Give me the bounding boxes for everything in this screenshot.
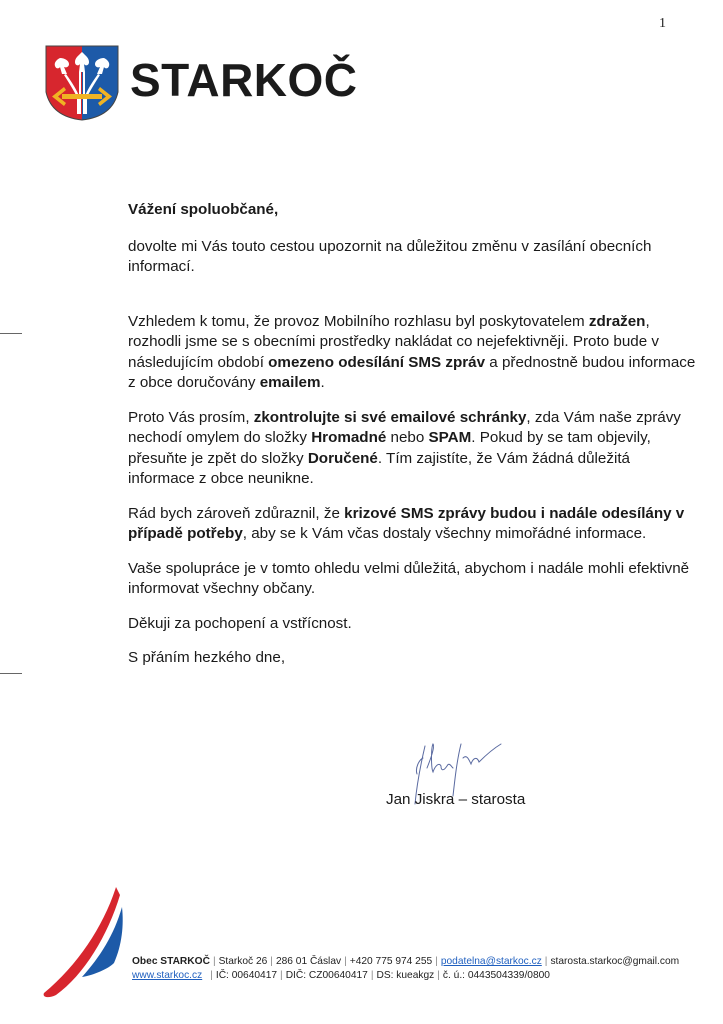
org-name: Obec STARKOČ xyxy=(132,956,210,967)
body-text: . Pokud by se tam objevily, přesuňte je zpět do složky xyxy=(128,429,651,467)
emphasis-text: krizové SMS zprávy budou i nadále odesílány v případě potřeby xyxy=(128,504,685,542)
fold-mark xyxy=(0,673,22,674)
page-number: 1 xyxy=(659,16,666,31)
paragraph-thanks xyxy=(128,614,698,635)
paragraph-check-email xyxy=(128,408,698,490)
emphasis-text: emailem xyxy=(259,374,321,391)
website-link[interactable]: www.starkoc.cz xyxy=(132,970,203,981)
emphasis-text: zdražen xyxy=(588,312,646,330)
body-text: . xyxy=(320,374,325,391)
postal-city: 286 01 Čáslav xyxy=(275,956,342,967)
emphasis-text: omezeno odesílání SMS zpráv xyxy=(268,353,486,371)
ic-number: IČ: 00640417 xyxy=(215,970,278,981)
emphasis-text: Hromadné xyxy=(311,429,387,446)
body-text: a přednostně budou informace z obce doručovány xyxy=(128,353,696,391)
body-text: Děkuji za pochopení a vstřícnost. xyxy=(128,614,352,632)
body-text: Rád bych zároveň zdůraznil, že xyxy=(128,504,345,522)
signer-name: Jan Jiskra – starosta xyxy=(386,791,526,808)
body-text: , zda Vám naše zprávy nechodí omylem do složky xyxy=(128,408,681,446)
paragraph-intro xyxy=(128,237,698,278)
coat-of-arms-icon xyxy=(44,44,120,122)
emphasis-text: SPAM xyxy=(428,429,472,446)
body-text: , rozhodli jsme se s obecními prostředky nakládat co nejefektivněji. Proto bude v následujícím období xyxy=(128,312,659,371)
phone: +420 775 974 255 xyxy=(349,956,433,967)
paragraph-crisis-sms xyxy=(128,504,698,545)
paragraph-sms-limit xyxy=(128,312,698,394)
body-text: dovolte mi Vás touto cestou upozornit na důležitou změnu v zasílání obecních informací. xyxy=(128,237,652,275)
letter-body xyxy=(128,200,698,683)
body-text: Vzhledem k tomu, že provoz Mobilního rozhlasu byl poskytovatelem xyxy=(128,312,589,330)
body-text: , aby se k Vám včas dostaly všechny mimořádné informace. xyxy=(242,525,647,542)
body-text: nebo xyxy=(386,429,429,446)
office-email-link[interactable]: podatelna@starkoc.cz xyxy=(440,956,542,967)
municipality-logo xyxy=(44,44,358,122)
greeting: Vážení spoluobčané, xyxy=(128,201,279,218)
brand-name: STARKOČ xyxy=(130,54,358,106)
paragraph-cooperation xyxy=(128,559,698,600)
emphasis-text: zkontrolujte si své emailové schránky xyxy=(253,408,527,426)
address: Starkoč 26 xyxy=(218,956,268,967)
flag-swoosh-logo-icon xyxy=(38,885,128,1000)
bank-account: č. ú.: 0443504339/0800 xyxy=(442,970,550,981)
body-text: S přáním hezkého dne, xyxy=(128,649,286,666)
emphasis-text: Doručené xyxy=(307,449,378,467)
body-text: . Tím zajistíte, že Vám žádná důležitá informace z obce neunikne. xyxy=(128,449,631,487)
body-text: Vaše spolupráce je v tomto ohledu velmi důležitá, abychom i nadále mohli efektivně informovat všechny občany. xyxy=(128,559,690,597)
footer-contact xyxy=(132,955,679,983)
body-text: Proto Vás prosím, xyxy=(128,408,254,426)
footer-line-1: Obec STARKOČ | Starkoč 26 | 286 01 Čáslav | +420 775 974 255 | podatelna@starkoc.cz | starosta.starkoc@gmail.com xyxy=(132,956,680,967)
data-box-id: DS: kueakgz xyxy=(376,970,435,981)
dic-number: DIČ: CZ00640417 xyxy=(285,970,368,981)
paragraph-closing xyxy=(128,648,698,669)
footer-line-2: www.starkoc.cz | IČ: 00640417 | DIČ: CZ00640417 | DS: kueakgz | č. ú.: 0443504339/0800 xyxy=(132,970,550,981)
mayor-email: starosta.starkoc@gmail.com xyxy=(550,956,680,967)
fold-mark xyxy=(0,333,22,334)
